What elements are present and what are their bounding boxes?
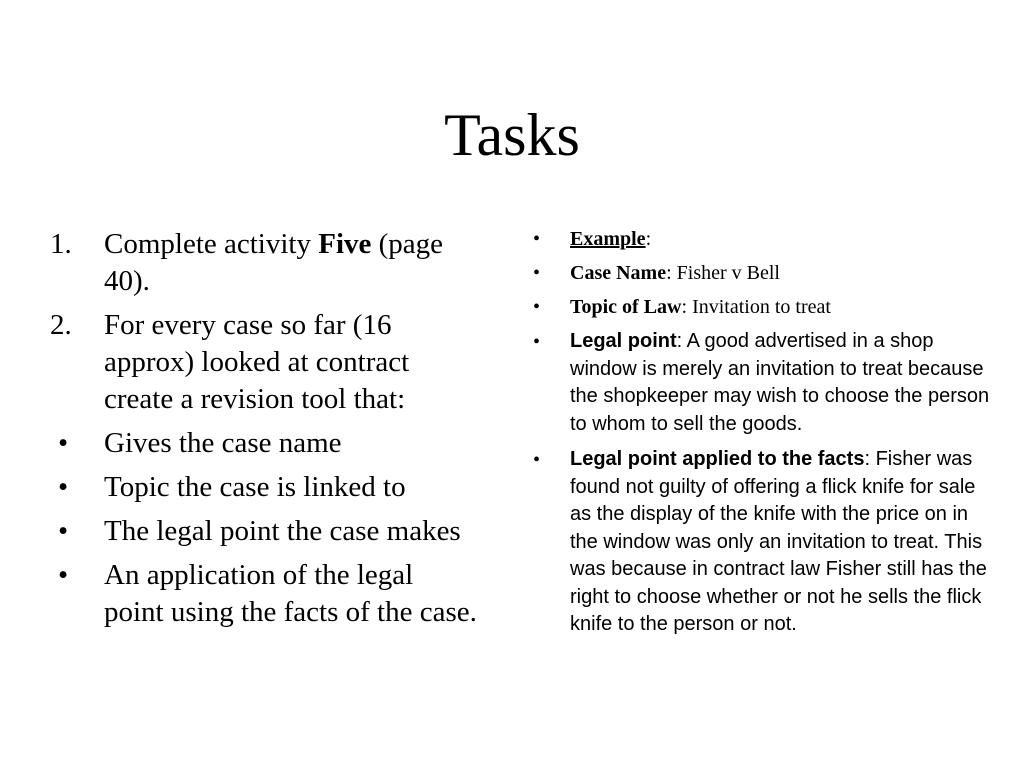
list-number: 1. xyxy=(50,228,72,260)
task-bullet-item xyxy=(50,557,480,631)
task-text: Topic the case is linked to xyxy=(104,471,406,503)
bullet-marker: • xyxy=(58,427,69,459)
case-name-item xyxy=(530,260,990,286)
task-bullet-item xyxy=(50,469,480,506)
task-text: Gives the case name xyxy=(104,427,342,459)
bullet-marker: • xyxy=(533,449,541,471)
task-bullet-item xyxy=(50,513,480,550)
applied-facts-label: Legal point applied to the facts xyxy=(570,448,865,470)
task-list xyxy=(50,226,480,638)
case-name-value: : Fisher v Bell xyxy=(666,262,780,284)
case-name-label: Case Name xyxy=(570,262,667,284)
applied-facts-item xyxy=(530,446,990,639)
task-text: An application of the legal point using the facts of the case. xyxy=(104,559,477,628)
bullet-marker: • xyxy=(533,331,541,353)
legal-point-label: Legal point xyxy=(570,330,677,352)
bullet-marker: • xyxy=(533,228,541,250)
bullet-marker: • xyxy=(533,262,541,284)
example-heading-item xyxy=(530,226,990,252)
task-item xyxy=(50,307,480,418)
task-text: For every case so far (16 approx) looked at contract create a revision tool that: xyxy=(104,309,410,415)
slide-title: Tasks xyxy=(444,102,580,168)
task-text-start: Complete activity xyxy=(104,228,319,260)
topic-item xyxy=(530,294,990,320)
example-list xyxy=(530,226,990,647)
bullet-marker: • xyxy=(58,559,69,591)
task-bullet-item xyxy=(50,425,480,462)
task-text-end: (page 40). xyxy=(104,228,444,297)
bullet-marker: • xyxy=(58,515,69,547)
bullet-marker: • xyxy=(58,471,69,503)
list-number: 2. xyxy=(50,309,72,341)
example-separator: : xyxy=(645,228,652,250)
task-text-bold: Five xyxy=(318,228,372,260)
topic-value: : Invitation to treat xyxy=(681,296,831,318)
task-item xyxy=(50,226,480,300)
bullet-marker: • xyxy=(533,296,541,318)
task-text: The legal point the case makes xyxy=(104,515,461,547)
legal-point-item xyxy=(530,328,990,438)
example-label: Example xyxy=(570,228,646,250)
applied-facts-value: : Fisher was found not guilty of offering a flick knife for sale as the display of the knife with the price on in the window was only an invitation to treat. This was because in contract law Fisher still has the right to choose whether or not he sells the flick knife to the person or not. xyxy=(570,448,987,635)
legal-point-value: : A good advertised in a shop window is merely an invitation to treat because the shopkeeper may wish to choose the person to whom to sell the goods. xyxy=(570,330,990,435)
topic-label: Topic of Law xyxy=(570,296,682,318)
